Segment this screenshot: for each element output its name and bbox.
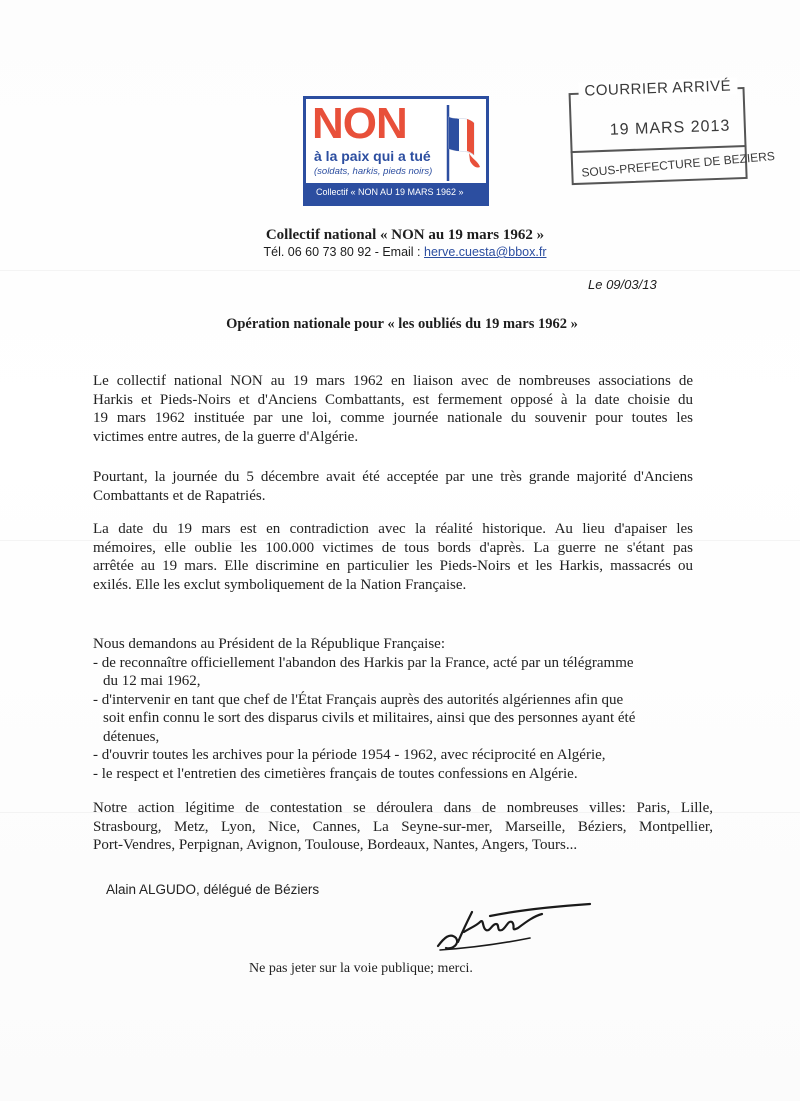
paragraph-cities xyxy=(93,799,713,855)
paragraph-3 xyxy=(93,520,693,594)
text-line: exilés. Elle les exclut symboliquement de la Nation Française. xyxy=(93,576,467,593)
collectif-logo xyxy=(303,96,489,206)
paragraph-1 xyxy=(93,372,693,446)
letter-date: Le 09/03/13 xyxy=(588,277,657,292)
received-stamp xyxy=(568,77,776,189)
footer-note: Ne pas jeter sur la voie publique; merci. xyxy=(249,961,473,976)
paragraph-2 xyxy=(93,468,693,505)
paper-fold xyxy=(0,270,800,271)
text-line: arrêtée au 19 mars. Elle discrimine en particulier les Pieds-Noirs et les Harkis, massacrés ou xyxy=(93,558,693,574)
text-line: Le collectif national NON au 19 mars 1962 en liaison avec de nombreuses associations de xyxy=(93,373,693,389)
demand-item: du 12 mai 1962, xyxy=(103,673,201,689)
french-flag-icon xyxy=(444,103,486,183)
handwritten-signature xyxy=(430,898,600,958)
signer-name: Alain ALGUDO, délégué de Béziers xyxy=(106,882,320,897)
demands-intro: Nous demandons au Président de la République Française: xyxy=(93,636,446,652)
logo-band-text: Collectif « NON AU 19 MARS 1962 » xyxy=(316,187,464,197)
text-line: Strasbourg, Metz, Lyon, Nice, Cannes, La Seyne-sur-mer, Marseille, Béziers, Montpellier, xyxy=(93,818,713,835)
text-line: Combattants et de Rapatriés. xyxy=(93,487,266,504)
text-line: 19 mars 1962 instituée par une loi, comme journée nationale du souvenir pour toutes les xyxy=(93,410,693,426)
logo-non-text: NON xyxy=(312,99,407,148)
text-line: Port-Vendres, Perpignan, Avignon, Toulouse, Bordeaux, Nantes, Angers, Tours... xyxy=(93,837,578,853)
stamp-office: SOUS-PREFECTURE DE BEZIERS xyxy=(580,148,776,180)
demand-item: - d'ouvrir toutes les archives pour la période 1954 - 1962, avec réciprocité en Algérie, xyxy=(93,747,606,763)
text-line: victimes entre autres, de la guerre d'Algérie. xyxy=(93,428,359,445)
text-line: mémoires, elle oublie les 100.000 victimes de tous bords d'après. La guerre ne s'étant pas xyxy=(93,539,693,556)
logo-subtitle: (soldats, harkis, pieds noirs) xyxy=(314,166,433,177)
text-line: Harkis et Pieds-Noirs et d'Anciens Combattants, est fermement opposé à la date choisie du xyxy=(93,391,693,408)
logo-band xyxy=(306,183,486,203)
text-line: Notre action légitime de contestation se déroulera dans de nombreuses villes: Paris, Lille, xyxy=(93,800,713,816)
stamp-title: COURRIER ARRIVÉ xyxy=(578,77,737,100)
letter-title: Opération nationale pour « les oubliés du 19 mars 1962 » xyxy=(226,316,578,332)
stamp-date: 19 MARS 2013 xyxy=(609,117,731,139)
demand-item: - le respect et l'entretien des cimetières français de toutes confessions en Algérie. xyxy=(93,765,578,782)
contact-line xyxy=(0,245,800,259)
demand-item: - de reconnaître officiellement l'abandon des Harkis par la France, acté par un télégramme xyxy=(93,654,634,671)
demands-section xyxy=(93,635,693,783)
demand-item: soit enfin connu le sort des disparus civils et militaires, ainsi que des personnes ayant été xyxy=(103,710,636,726)
contact-phone: Tél. 06 60 73 80 92 - Email : xyxy=(263,245,425,259)
demand-item: détenues, xyxy=(103,728,160,745)
text-line: La date du 19 mars est en contradiction avec la réalité historique. Au lieu d'apaiser les xyxy=(93,521,693,537)
text-line: Pourtant, la journée du 5 décembre avait été acceptée par une très grande majorité d'Anciens xyxy=(93,469,693,485)
email-link[interactable]: herve.cuesta@bbox.fr xyxy=(424,245,547,259)
collectif-name: Collectif national « NON au 19 mars 1962 » xyxy=(265,227,545,243)
logo-tagline: à la paix qui a tué xyxy=(314,148,431,164)
demand-item: - d'intervenir en tant que chef de l'État Français auprès des autorités algériennes afin que xyxy=(93,691,624,708)
